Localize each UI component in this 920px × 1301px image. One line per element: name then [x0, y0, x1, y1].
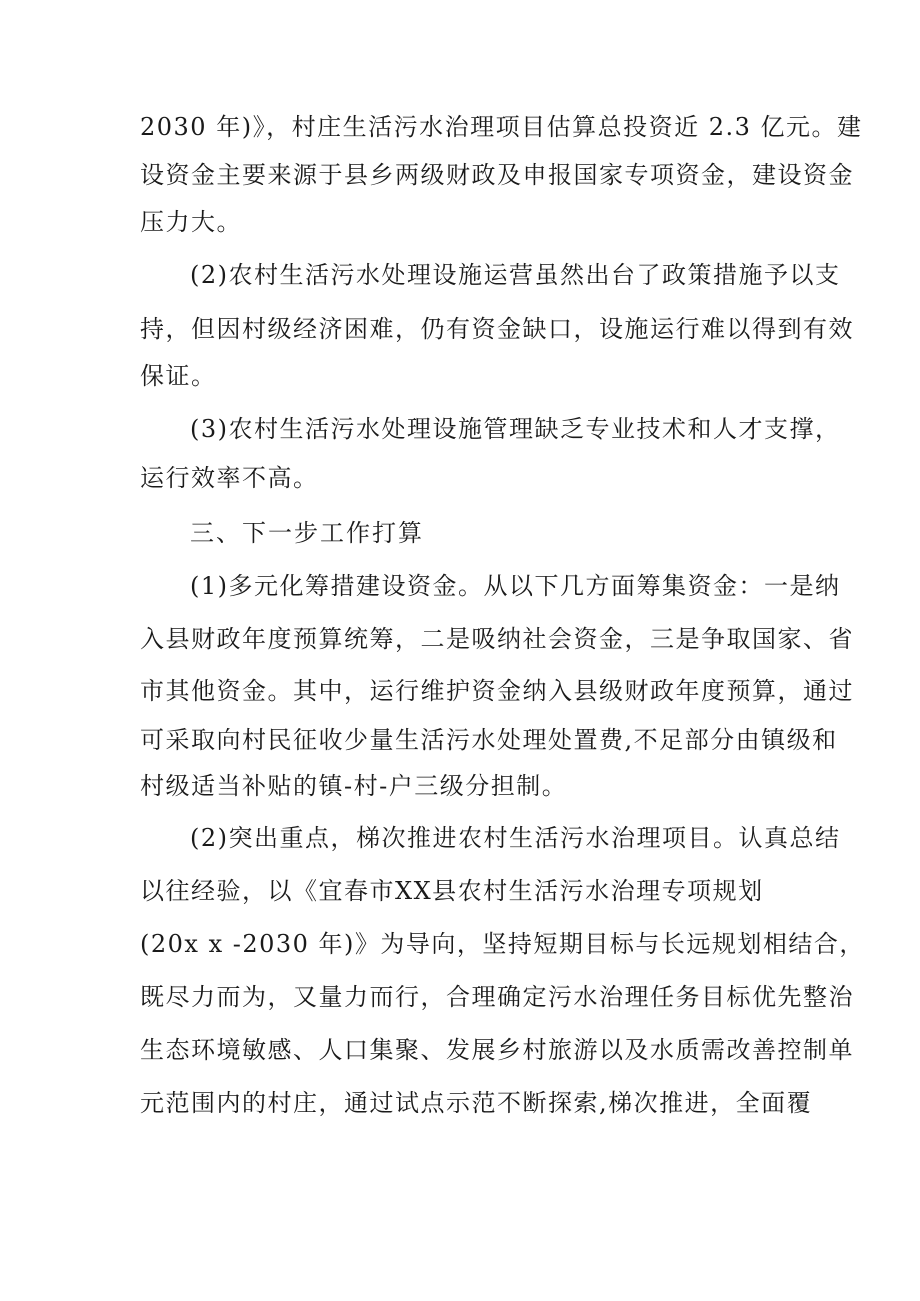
text-line: 入县财政年度预算统筹，二是吸纳社会资金，三是争取国家、省 [140, 625, 854, 653]
text-line: 既尽力而为，又量力而行，合理确定污水治理任务目标优先整治 [140, 983, 854, 1011]
text-line: 以往经验，以《宜春市XX县农村生活污水治理专项规划 [140, 877, 764, 905]
text-line: (3)农村生活污水处理设施管理缺乏专业技术和人才支撑， [190, 415, 841, 443]
text-line: 持，但因村级经济困难，仍有资金缺口，设施运行难以得到有效 [140, 315, 854, 343]
text-line: (2)突出重点，梯次推进农村生活污水治理项目。认真总结 [190, 824, 841, 852]
text-line: 运行效率不高。 [140, 464, 319, 492]
text-line: 设资金主要来源于县乡两级财政及申报国家专项资金，建设资金 [140, 161, 854, 189]
text-line: (20x x -2030 年)》为导向，坚持短期目标与长远规划相结合， [140, 930, 865, 958]
text-line: 市其他资金。其中，运行维护资金纳入县级财政年度预算，通过 [140, 677, 854, 705]
text-line: 生态环境敏感、人口集聚、发展乡村旅游以及水质需改善控制单 [140, 1036, 854, 1064]
text-line: 村级适当补贴的镇-村-户三级分担制。 [140, 772, 568, 800]
text-line: 压力大。 [140, 208, 242, 236]
text-line: (2)农村生活污水处理设施运营虽然出台了政策措施予以支 [190, 261, 841, 289]
section-heading: 三、下一步工作打算 [190, 519, 424, 547]
text-line: 元范围内的村庄，通过试点示范不断探索,梯次推进，全面覆 [140, 1089, 813, 1117]
text-line: 可采取向村民征收少量生活污水处理处置费,不足部分由镇级和 [140, 726, 838, 754]
text-line: (1)多元化筹措建设资金。从以下几方面筹集资金：一是纳 [190, 572, 841, 600]
text-line: 2030 年)》，村庄生活污水治理项目估算总投资近 2.3 亿元。建 [140, 113, 863, 141]
text-line: 保证。 [140, 362, 217, 390]
